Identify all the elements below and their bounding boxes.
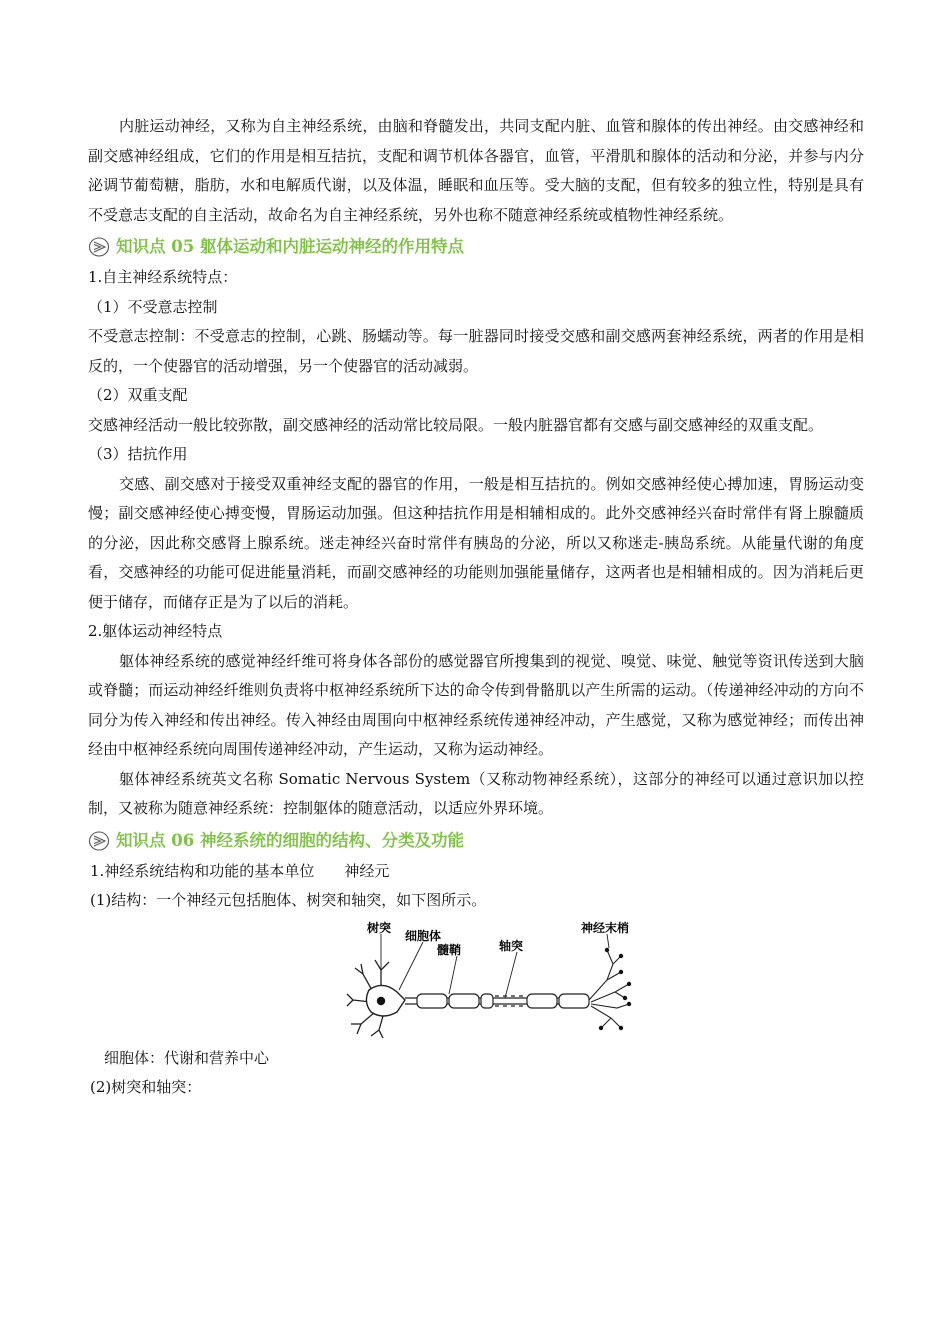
paragraph-somatic-2: 躯体神经系统英文名称 Somatic Nervous System（又称动物神经系统），这部分的神经可以通过意识加以控制，又被称为随意神经系统：控制躯体的随意活动，以适应外界环境。 (88, 769, 864, 817)
label-cell-body: 细胞体 (405, 928, 442, 943)
label-myelin: 髓鞘 (437, 942, 462, 957)
paragraph-antagonism: 交感、副交感对于接受双重神经支配的器官的作用，一般是相互拮抗的。例如交感神经使心搏加速，胃肠运动变慢；副交感神经使心搏变慢，胃肠运动加强。但这种拮抗作用是相辅相成的。此外交感神经兴奋时常伴有肾上腺髓质的分泌，因此称交感肾上腺系统。迷走神经兴奋时常伴有胰岛的分泌，所以又称迷走-胰岛系统。从能量代谢的角度看，交感神经的功能可促进能量消耗，而副交感神经的功能则加强能量储存，这两者也是相辅相成的。因为消耗后更便于储存，而储存正是为了以后的消耗。 (88, 474, 864, 611)
neuron-unit-heading: 1.神经系统结构和功能的基本单位 神经元 (90, 861, 390, 880)
neuron-figure (88, 916, 864, 1044)
label-axon: 轴突 (499, 938, 524, 953)
neuron-diagram (345, 920, 645, 1042)
cell-body-function: 细胞体：代谢和营养中心 (104, 1048, 270, 1067)
label-nerve-terminal: 神经末梢 (581, 920, 630, 935)
paragraph-somatic-1: 躯体神经系统的感觉神经纤维可将身体各部份的感觉器官所搜集到的视觉、嗅觉、味觉、触觉等资讯传送到大脑或脊髓；而运动神经纤维则负责将中枢神经系统所下达的命令传到骨骼肌以产生所需的运动。（传递神经冲动的方向不同分为传入神经和传出神经。传入神经由周围向中枢神经系统传递神经冲动，产生感觉，又称为感觉神经；而传出神经由中枢神经系统向周围传递神经冲动，产生运动，又称为运动神经。 (88, 651, 864, 758)
paragraph-involuntary: 不受意志控制：不受意志的控制，心跳、肠蠕动等。每一脏器同时接受交感和副交感两套神经系统，两者的作用是相反的，一个使器官的活动增强，另一个使器官的活动减弱。 (88, 327, 864, 375)
document-page (88, 112, 864, 1103)
dendrite-axon-heading: (2)树突和轴突： (90, 1078, 202, 1096)
section-05-heading (88, 232, 864, 262)
subheading-dual-control: （2）双重支配 (88, 386, 188, 404)
neuron-structure-text: (1)结构：一个神经元包括胞体、树突和轴突，如下图所示。 (90, 891, 487, 909)
subheading-antagonism: （3）拮抗作用 (88, 445, 188, 463)
somatic-features-heading: 2.躯体运动神经特点 (88, 622, 223, 640)
section-arrow-icon (88, 830, 112, 852)
section-arrow-icon (88, 236, 112, 258)
label-dendrite: 树突 (367, 920, 392, 935)
subheading-involuntary: （1）不受意志控制 (88, 297, 218, 316)
section-06-title: 知识点 06 神经系统的细胞的结构、分类及功能 (116, 830, 464, 850)
section-06-heading (88, 826, 864, 856)
section-05-title: 知识点 05 躯体运动和内脏运动神经的作用特点 (116, 237, 464, 257)
paragraph-dual-control: 交感神经活动一般比较弥散，副交感神经的活动常比较局限。一般内脏器官都有交感与副交感神经的双重支配。 (88, 415, 824, 434)
paragraph-autonomic-intro: 内脏运动神经，又称为自主神经系统，由脑和脊髓发出，共同支配内脏、血管和腺体的传出神经。由交感神经和副交感神经组成，它们的作用是相互拮抗，支配和调节机体各器官，血管，平滑肌和腺体的活动和分泌，并参与内分泌调节葡萄糖，脂肪，水和电解质代谢，以及体温，睡眠和血压等。受大脑的支配，但有较多的独立性，特别是具有不受意志支配的自主活动，故命名为自主神经系统，另外也称不随意神经系统或植物性神经系统。 (88, 117, 864, 224)
autonomic-features-heading: 1.自主神经系统特点： (88, 268, 238, 286)
